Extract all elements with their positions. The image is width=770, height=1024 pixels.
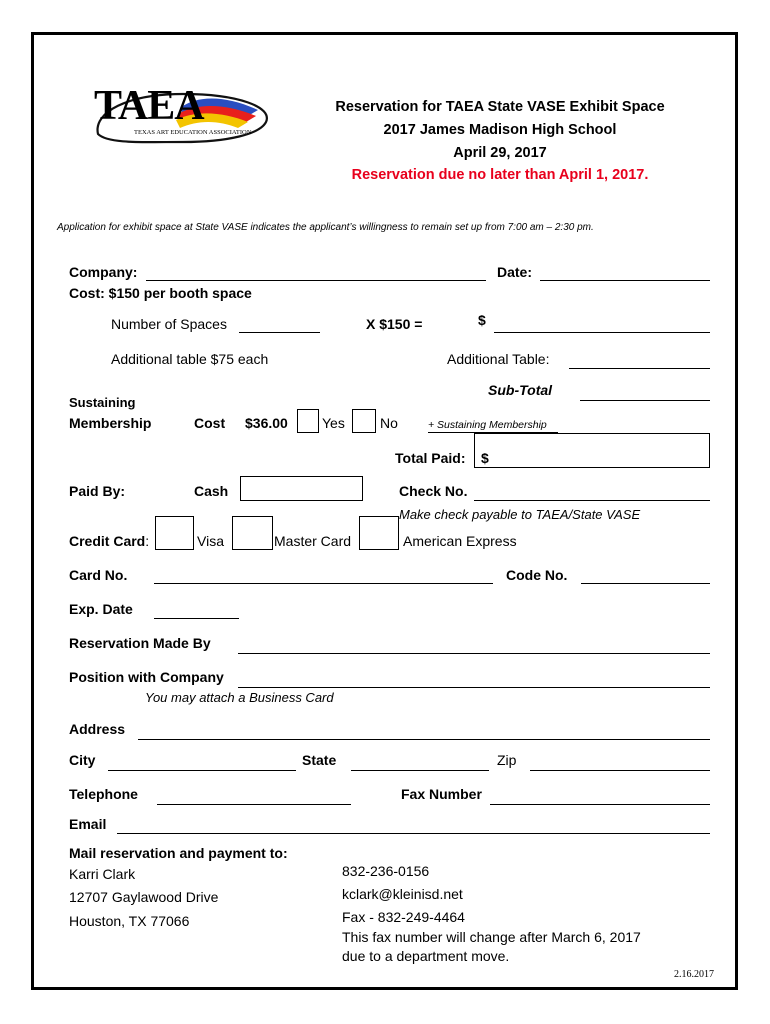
fax-change-note-2: due to a department move. <box>342 948 510 964</box>
made-by-field[interactable] <box>238 653 710 654</box>
zip-field[interactable] <box>530 770 710 771</box>
contact-fax: Fax - 832-249-4464 <box>342 909 465 925</box>
address-label: Address <box>69 721 126 737</box>
check-note: Make check payable to TAEA/State VASE <box>399 507 641 522</box>
position-field[interactable] <box>238 687 710 688</box>
zip-label: Zip <box>497 752 517 768</box>
city-field[interactable] <box>108 770 296 771</box>
taea-logo <box>88 82 278 152</box>
spaces-dollar: $ <box>478 312 486 328</box>
card-no-label: Card No. <box>69 567 128 583</box>
code-no-field[interactable] <box>581 583 710 584</box>
table-label: Additional table $75 each <box>111 351 269 367</box>
company-label: Company: <box>69 264 138 280</box>
credit-card-text: Credit Card <box>69 533 146 549</box>
sustaining-label-1: Sustaining <box>69 395 136 410</box>
position-label: Position with Company <box>69 669 224 685</box>
date-label: Date: <box>497 264 533 280</box>
cost-label: Cost: $150 per booth space <box>69 285 252 301</box>
visa-checkbox[interactable] <box>155 516 194 550</box>
spaces-total-field[interactable] <box>494 332 710 333</box>
yes-label: Yes <box>322 415 345 431</box>
contact-email: kclark@kleinisd.net <box>342 886 463 902</box>
page-title: Reservation for TAEA State VASE Exhibit Space <box>335 99 665 115</box>
credit-card-label <box>69 533 149 549</box>
subtotal-label: Sub-Total <box>488 382 553 398</box>
business-card-note: You may attach a Business Card <box>145 690 334 705</box>
check-label: Check No. <box>399 483 468 499</box>
total-dollar: $ <box>481 450 489 466</box>
deadline-notice: Reservation due no later than April 1, 2017. <box>351 167 649 183</box>
no-label: No <box>380 415 398 431</box>
sustaining-cost: $36.00 <box>245 415 288 431</box>
exp-date-field[interactable] <box>154 618 239 619</box>
telephone-field[interactable] <box>157 804 351 805</box>
fax-label: Fax Number <box>401 786 482 802</box>
credit-card-colon: : <box>145 533 150 549</box>
fax-field[interactable] <box>490 804 710 805</box>
mail-city: Houston, TX 77066 <box>69 913 190 929</box>
mail-heading: Mail reservation and payment to: <box>69 845 288 861</box>
state-label: State <box>302 752 337 768</box>
address-field[interactable] <box>138 739 710 740</box>
school-line: 2017 James Madison High School <box>383 122 617 138</box>
code-no-label: Code No. <box>506 567 568 583</box>
spaces-label: Number of Spaces <box>111 316 227 332</box>
fax-change-note-1: This fax number will change after March 6, 2017 <box>342 929 641 945</box>
version-date: 2.16.2017 <box>674 969 714 980</box>
event-date: April 29, 2017 <box>453 145 547 161</box>
exp-date-label: Exp. Date <box>69 601 133 617</box>
subtotal-field[interactable] <box>580 400 710 401</box>
check-number-field[interactable] <box>474 500 710 501</box>
city-label: City <box>69 752 96 768</box>
state-field[interactable] <box>351 770 489 771</box>
cash-field[interactable] <box>240 476 363 501</box>
intro-text: Application for exhibit space at State VASE indicates the applicant’s willingness to remain set up from 7:00 am – 2:30 pm. <box>57 222 594 233</box>
telephone-label: Telephone <box>69 786 138 802</box>
mastercard-label: Master Card <box>274 533 352 549</box>
company-field[interactable] <box>146 280 486 281</box>
additional-table-label: Additional Table: <box>447 351 550 367</box>
sustaining-cost-label: Cost <box>194 415 226 431</box>
total-paid-field[interactable] <box>474 433 710 468</box>
email-label: Email <box>69 816 107 832</box>
email-field[interactable] <box>117 833 710 834</box>
made-by-label: Reservation Made By <box>69 635 211 651</box>
sustaining-note: + Sustaining Membership <box>428 419 547 431</box>
spaces-field[interactable] <box>239 332 320 333</box>
times-label: X $150 = <box>366 316 423 332</box>
sustaining-no-checkbox[interactable] <box>352 409 376 433</box>
date-field[interactable] <box>540 280 710 281</box>
amex-label: American Express <box>403 533 517 549</box>
mail-name: Karri Clark <box>69 866 136 882</box>
mail-street: 12707 Gaylawood Drive <box>69 889 219 905</box>
sustaining-label-2: Membership <box>69 415 152 431</box>
contact-phone: 832-236-0156 <box>342 863 430 879</box>
amex-checkbox[interactable] <box>359 516 399 550</box>
paid-by-label: Paid By: <box>69 483 126 499</box>
visa-label: Visa <box>197 533 224 549</box>
additional-table-field[interactable] <box>569 368 710 369</box>
mastercard-checkbox[interactable] <box>232 516 273 550</box>
card-no-field[interactable] <box>154 583 493 584</box>
logo-subtitle: TEXAS ART EDUCATION ASSOCIATION <box>134 129 252 136</box>
sustaining-yes-checkbox[interactable] <box>297 409 319 433</box>
logo-wordmark: TAEA <box>94 83 204 129</box>
total-paid-label: Total Paid: <box>395 450 466 466</box>
cash-label: Cash <box>194 483 229 499</box>
